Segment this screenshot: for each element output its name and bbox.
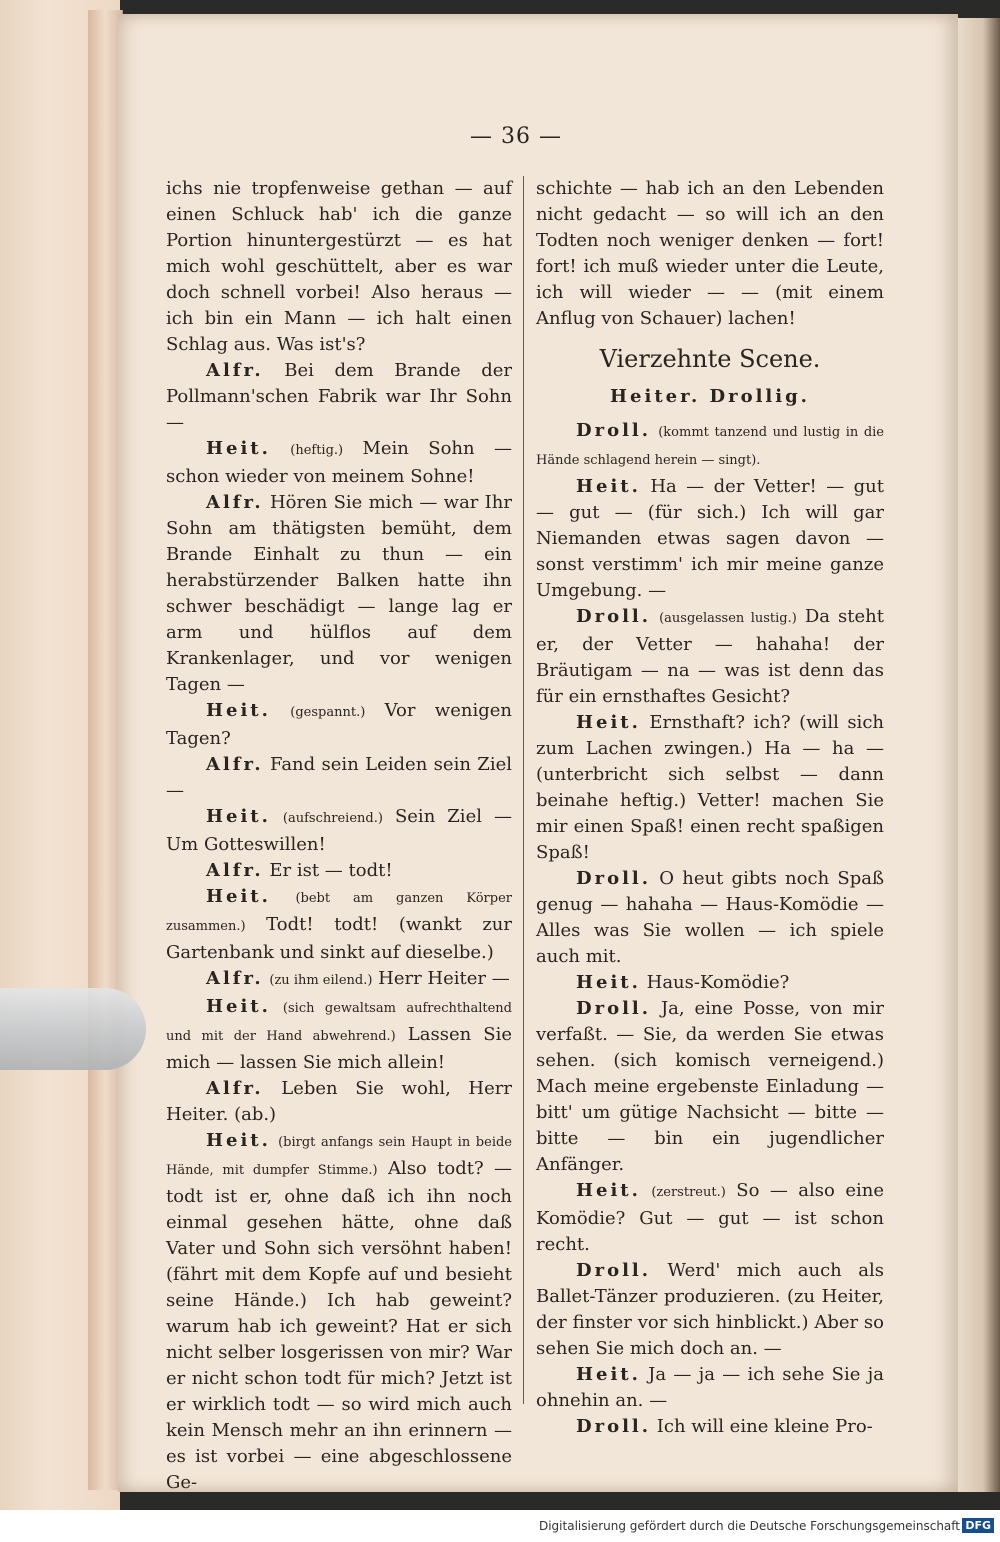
speaker-name: Alfr. [206, 968, 264, 989]
speaker-name: Alfr. [206, 754, 264, 775]
stage-direction: (bebt am ganzen Körper zusammen.) [166, 891, 512, 934]
dialogue-paragraph [166, 966, 512, 994]
speaker-name: Alfr. [206, 492, 264, 513]
dialogue-paragraph [166, 752, 512, 804]
dialogue-text: schichte — hab ich an den Lebenden nicht gedacht — so will ich an den Todten noch weniger denken — fort! fort! ich muß wieder unter die Leute, ich will wieder — — (mit einem Anflug von Schauer) lachen! [536, 178, 884, 329]
dialogue-text: Haus-Komödie? [646, 972, 790, 993]
dialogue-text: O heut gibts noch Spaß genug — hahaha — Haus-Komödie — Alles was Sie wollen — ich spiele auch mit. [536, 868, 884, 967]
dialogue-paragraph [166, 804, 512, 858]
speaker-name: Heit. [206, 1130, 271, 1151]
dialogue-paragraph [166, 858, 512, 884]
dialogue-paragraph [166, 490, 512, 698]
dialogue-paragraph [536, 1178, 884, 1258]
speaker-name: Heit. [576, 1180, 641, 1201]
page-number: — 36 — [470, 124, 562, 149]
dialogue-text: Todt! todt! (wankt zur Gartenbank und sinkt auf dieselbe.) [166, 914, 512, 963]
dialogue-text: Vierzehnte Scene. [599, 345, 821, 373]
dialogue-text: Da steht er, der Vetter — hahaha! der Bräutigam — na — was ist denn das für ein ernsthaftes Gesicht? [536, 606, 884, 707]
speaker-name: Alfr. [206, 860, 264, 881]
dialogue-paragraph [536, 1414, 884, 1440]
stage-direction: (zerstreut.) [651, 1185, 726, 1200]
dialogue-text: Fand sein Leiden sein Ziel — [166, 754, 512, 801]
dialogue-text: Lassen Sie mich — lassen Sie mich allein! [166, 1024, 512, 1073]
dialogue-paragraph [166, 1128, 512, 1496]
dialogue-text: Er ist — todt! [269, 860, 393, 881]
dialogue-paragraph [536, 866, 884, 970]
dialogue-text: So — also eine Komödie? Gut — gut — ist schon recht. [536, 1180, 884, 1255]
dialogue-paragraph [536, 996, 884, 1178]
dialogue-text: Vor wenigen Tagen? [166, 700, 512, 749]
dialogue-paragraph [536, 710, 884, 866]
dialogue-text: Sein Ziel — Um Gotteswillen! [166, 806, 512, 855]
dialogue-paragraph [536, 474, 884, 604]
dialogue-paragraph [166, 1076, 512, 1128]
speaker-name: Droll. [576, 1260, 652, 1281]
dialogue-text: Herr Heiter — [378, 968, 510, 989]
dialogue-paragraph [536, 418, 884, 474]
stage-direction: (gespannt.) [290, 705, 366, 720]
stage-direction: (kommt tanzend und lustig in die Hände schlagend herein — singt). [536, 425, 884, 468]
dialogue-text: Ich will eine kleine Pro- [656, 1416, 873, 1437]
speaker-name: Heit. [576, 712, 641, 733]
left-column [166, 176, 512, 1496]
footer-credit: Digitalisierung gefördert durch die Deutsche Forschungsgemeinschaft [538, 1519, 960, 1533]
speaker-name: Heit. [576, 476, 641, 497]
dialogue-text: Ja — ja — ich sehe Sie ja ohnehin an. — [536, 1364, 884, 1411]
scene-title [536, 346, 884, 372]
speaker-name: Alfr. [206, 1078, 264, 1099]
speaker-name: Droll. [576, 420, 652, 441]
dialogue-text: Heiter. Drollig. [610, 386, 810, 407]
dialogue-text: ichs nie tropfenweise gethan — auf einen Schluck hab' ich die ganze Portion hinuntergestürzt — es hat mich wohl geschüttelt, aber es war doch schnell vorbei! Also heraus — ich bin ein Mann — ich halt einen Schlag aus. Was ist's? [166, 178, 512, 355]
dialogue-paragraph [166, 176, 512, 358]
speaker-name: Alfr. [206, 360, 264, 381]
dialogue-text: Ja, eine Posse, von mir verfaßt. — Sie, da werden Sie etwas sehen. (sich komisch verneigend.) Mach meine ergebenste Einladung — bitt' um gütige Nachsicht — bitte — bitte — bin ein jugendlicher Anfänger. [536, 998, 884, 1175]
right-column [536, 176, 884, 1440]
speaker-name: Droll. [576, 868, 652, 889]
stage-direction: (birgt anfangs sein Haupt in beide Hände, mit dumpfer Stimme.) [166, 1135, 512, 1178]
stage-direction: (heftig.) [290, 443, 344, 458]
dialogue-text: Ernsthaft? ich? (will sich zum Lachen zwingen.) Ha — ha — (unterbricht sich selbst — dann beinahe heftig.) Vetter! machen Sie mir einen Spaß! einen recht spaßigen Spaß! [536, 712, 884, 863]
speaker-name: Droll. [576, 998, 652, 1019]
stage-direction: (sich gewaltsam aufrechthaltend und mit der Hand abwehrend.) [166, 1001, 512, 1044]
dialogue-text: Werd' mich auch als Ballet-Tänzer produzieren. (zu Heiter, der finster vor sich hinblickt.) Aber so sehen Sie mich doch an. — [536, 1260, 884, 1359]
dialogue-paragraph [536, 1258, 884, 1362]
dialogue-text: Hören Sie mich — war Ihr Sohn am thätigsten bemüht, dem Brande Einhalt zu thun — ein herabstürzender Balken hatte ihn schwer beschädigt — lange lag er arm und hülflos auf dem Krankenlager, und vor wenigen Tagen — [166, 492, 512, 695]
dialogue-paragraph [536, 176, 884, 332]
scene-cast [536, 384, 884, 410]
dialogue-paragraph [536, 1362, 884, 1414]
speaker-name: Heit. [206, 806, 271, 827]
speaker-name: Droll. [576, 606, 652, 627]
dialogue-text: Mein Sohn — schon wieder von meinem Sohne! [166, 438, 512, 487]
page-stack-edge [958, 18, 1000, 1492]
speaker-name: Droll. [576, 1416, 652, 1437]
speaker-name: Heit. [576, 1364, 641, 1385]
dialogue-paragraph [166, 994, 512, 1076]
speaker-name: Heit. [576, 972, 641, 993]
speaker-name: Heit. [206, 996, 271, 1017]
speaker-name: Heit. [206, 886, 271, 907]
dialogue-text: Also todt? — todt ist er, ohne daß ich ihn noch einmal gesehen hätte, ohne daß Vater und Sohn sich versöhnt haben! (fährt mit dem Kopfe auf und besieht seine Hände.) Ich hab geweint? warum hab ich geweint? Hat er sich nicht selber losgerissen von mir? War er nicht schon todt für mich? Jetzt ist er wirklich todt — so wird mich auch kein Mensch mehr an ihn erinnern — es ist vorbei — eine abgeschlossene Ge- [166, 1158, 512, 1493]
column-divider [523, 176, 524, 1404]
dialogue-paragraph [166, 698, 512, 752]
dialogue-paragraph [166, 884, 512, 966]
dfg-logo: DFG [962, 1518, 994, 1533]
stage-direction: (aufschreiend.) [282, 811, 383, 826]
dialogue-paragraph [536, 970, 884, 996]
dialogue-text: Leben Sie wohl, Herr Heiter. (ab.) [166, 1078, 512, 1125]
speaker-name: Heit. [206, 700, 271, 721]
stage-direction: (zu ihm eilend.) [269, 973, 373, 988]
dialogue-paragraph [166, 436, 512, 490]
speaker-name: Heit. [206, 438, 271, 459]
page-clip [0, 988, 146, 1070]
dialogue-paragraph [536, 604, 884, 710]
dialogue-text: Bei dem Brande der Pollmann'schen Fabrik war Ihr Sohn — [166, 360, 512, 433]
dialogue-text: Ha — der Vetter! — gut — gut — (für sich.) Ich will gar Niemanden etwas sagen davon — sonst verstimm' ich mir meine ganze Umgebung. — [536, 476, 884, 601]
dialogue-paragraph [166, 358, 512, 436]
stage-direction: (ausgelassen lustig.) [659, 611, 797, 626]
